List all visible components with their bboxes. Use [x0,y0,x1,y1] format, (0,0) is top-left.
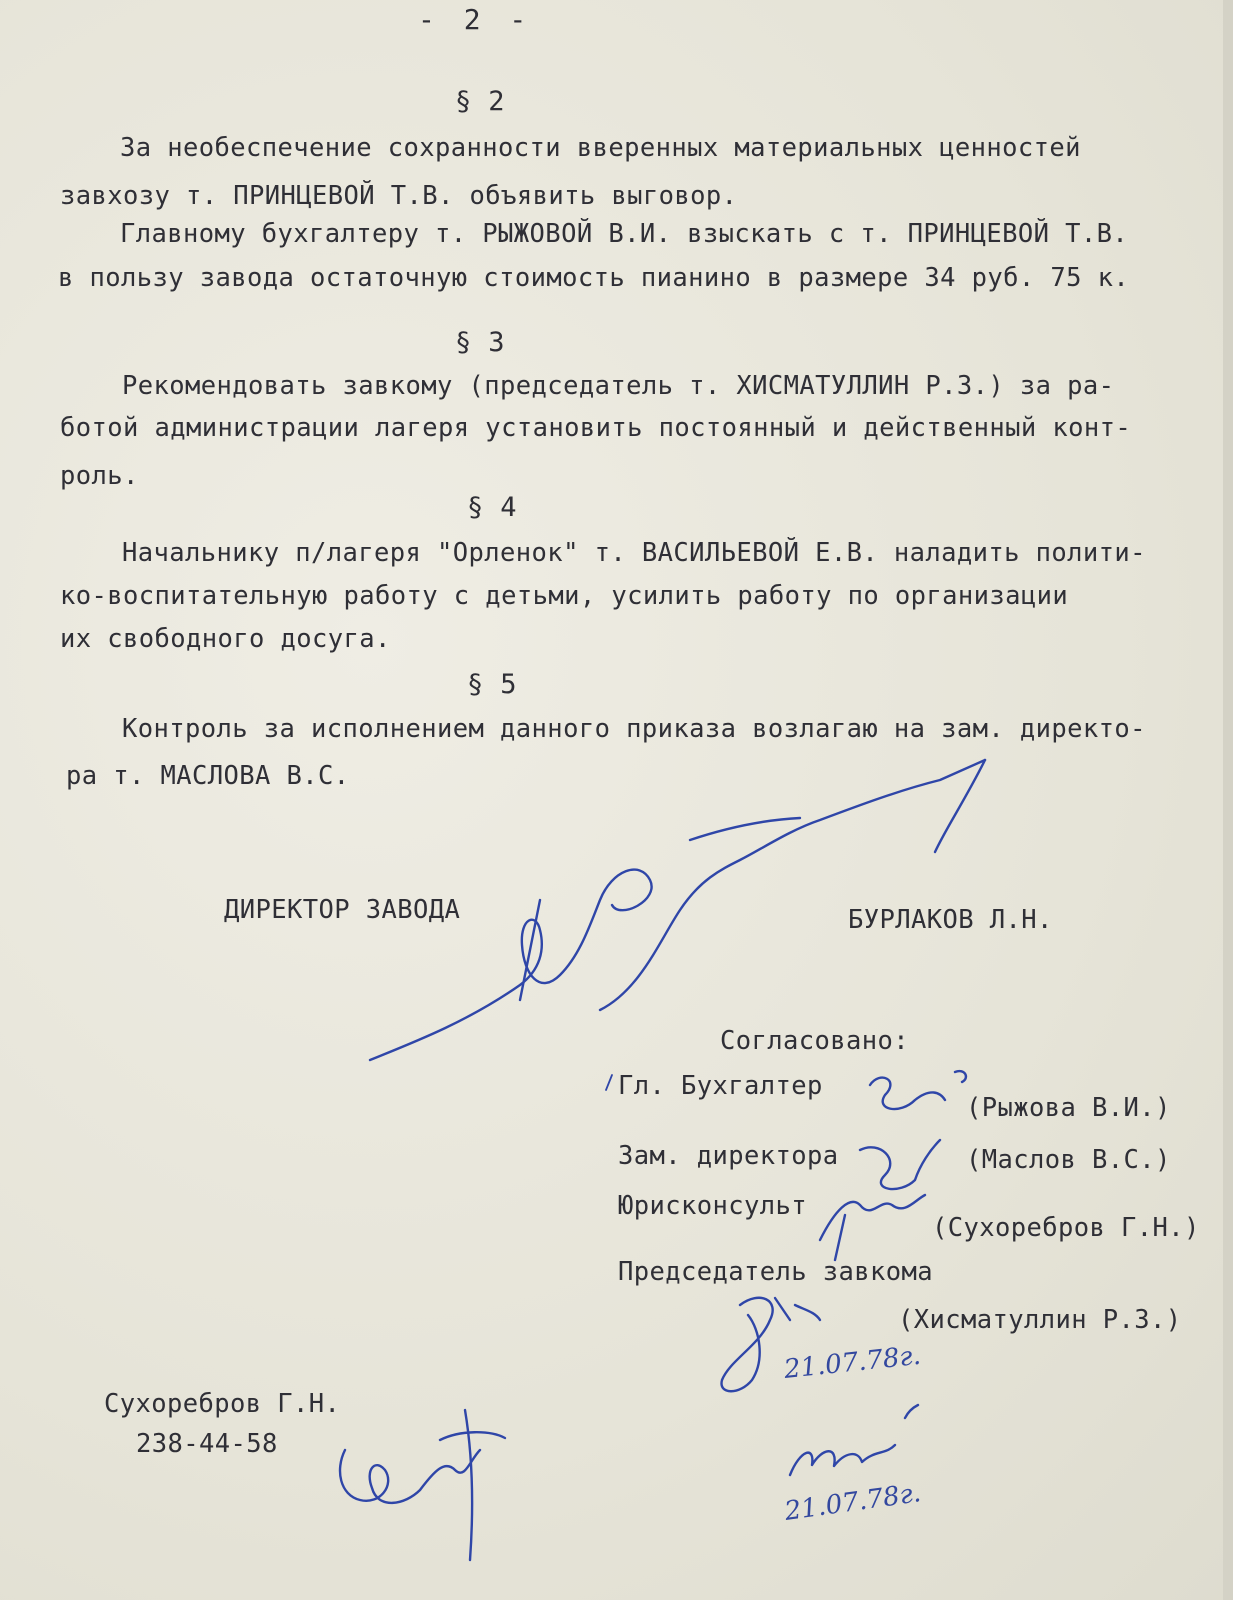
paragraph-line: ботой администрации лагеря установить постоянный и действенный конт- [60,413,1132,443]
approval-role: Председатель завкома [618,1257,934,1287]
executor-signature [340,1410,505,1560]
handwritten-date: 21.07.78г. [782,1478,923,1527]
approval-role: Юрисконсульт [618,1191,808,1221]
paragraph-line: Контроль за исполнением данного приказа возлагаю на зам. директо- [122,714,1146,744]
section-mark-5: § 5 [467,669,517,700]
executor-phone: 238-44-58 [136,1429,278,1459]
paragraph-line: Рекомендовать завкому (председатель т. ХИСМАТУЛЛИН Р.З.) за ра- [122,371,1115,401]
bottom-right-signature [782,1405,923,1527]
approval-role: Зам. директора [618,1141,839,1171]
section-mark-3: § 3 [455,327,505,358]
approval-name: (Хисматуллин Р.З.) [898,1305,1182,1335]
paragraph-line: их свободного досуга. [60,624,391,654]
paragraph-line: ко-воспитательную работу с детьми, усилить работу по организации [60,581,1069,611]
paragraph-line: завхозу т. ПРИНЦЕВОЙ Т.В. объявить выговор. [60,181,738,211]
approval-name: (Маслов В.С.) [966,1145,1171,1175]
handwritten-date: 21.07.78г. [782,1340,923,1385]
paragraph-line: Главному бухгалтеру т. РЫЖОВОЙ В.И. взыскать с т. ПРИНЦЕВОЙ Т.В. [120,219,1129,249]
chairman-signature [722,1298,923,1391]
paragraph-line: в пользу завода остаточную стоимость пианино в размере 34 руб. 75 к. [58,263,1130,293]
paragraph-line: ра т. МАСЛОВА В.С. [66,761,350,791]
signature-title: ДИРЕКТОР ЗАВОДА [224,895,461,925]
signature-name: БУРЛАКОВ Л.Н. [848,905,1053,935]
tick-mark [606,1075,612,1090]
approval-name: (Рыжова В.И.) [966,1093,1171,1123]
section-mark-2: § 2 [455,86,505,117]
executor-name: Сухоребров Г.Н. [104,1389,341,1419]
paragraph-line: Начальнику п/лагеря "Орленок" т. ВАСИЛЬЕВОЙ Е.В. наладить полити- [122,538,1146,568]
page-number: - 2 - [418,3,533,36]
page-edge-shadow [1223,0,1233,1600]
approval-heading: Согласовано: [720,1026,910,1056]
paragraph-line: За необеспечение сохранности вверенных материальных ценностей [120,133,1081,163]
approval-name: (Сухоребров Г.Н.) [932,1213,1200,1243]
approval-role: Гл. Бухгалтер [618,1071,823,1101]
paragraph-line: роль. [60,461,139,491]
section-mark-4: § 4 [467,492,517,523]
